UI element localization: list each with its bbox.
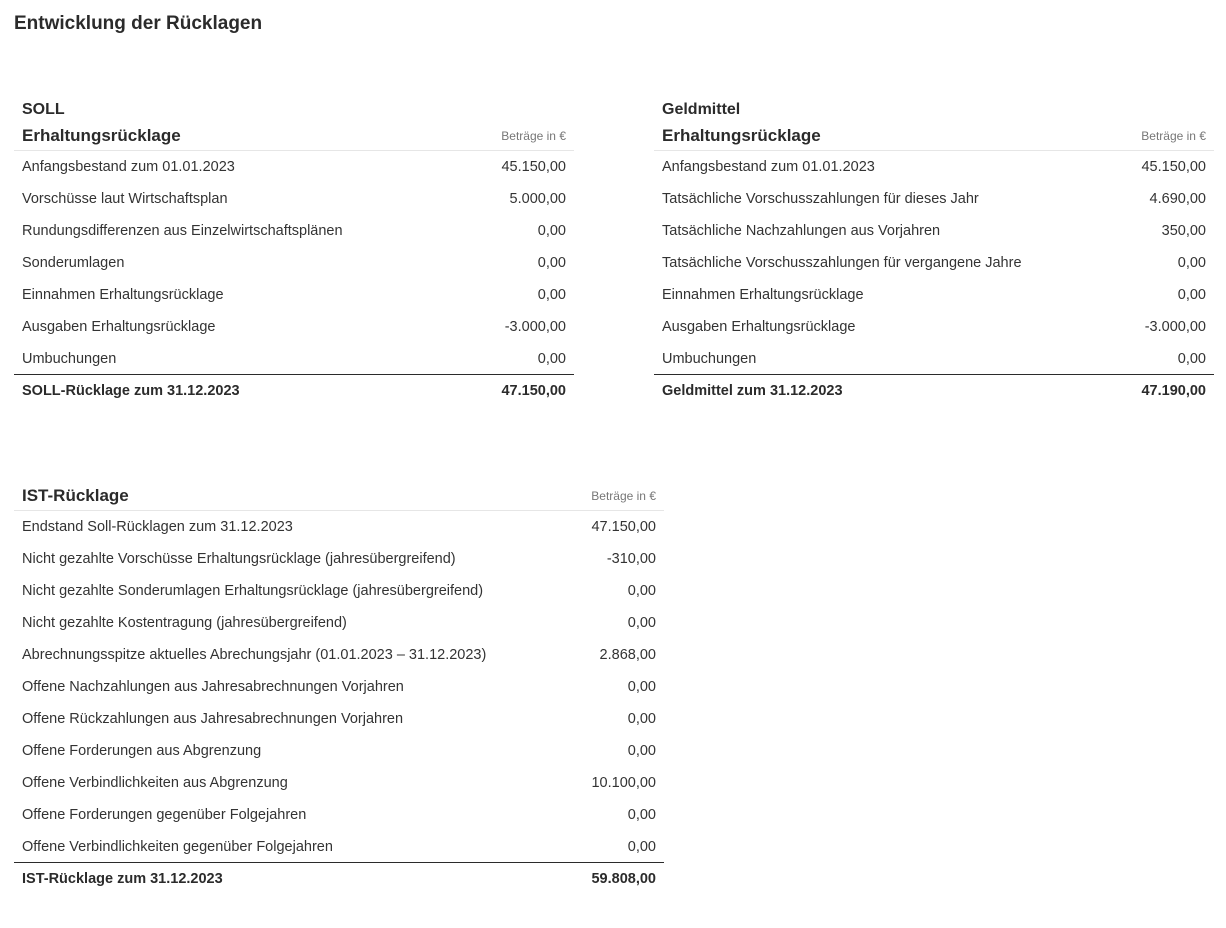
row-value: 5.000,00 bbox=[509, 191, 566, 207]
row-label: Sonderumlagen bbox=[22, 255, 125, 271]
row-label: Nicht gezahlte Kostentragung (jahresübergreifend) bbox=[22, 615, 347, 631]
table-header bbox=[14, 121, 574, 151]
table-title: Erhaltungsrücklage bbox=[22, 126, 181, 145]
table-row bbox=[14, 575, 664, 607]
table-row bbox=[14, 215, 574, 247]
table-row bbox=[14, 735, 664, 767]
row-value: -3.000,00 bbox=[1144, 319, 1206, 335]
ist-panel bbox=[14, 482, 664, 895]
table-rows bbox=[654, 151, 1214, 374]
row-label: Tatsächliche Nachzahlungen aus Vorjahren bbox=[662, 223, 941, 239]
table-row bbox=[654, 343, 1214, 374]
row-label: Abrechnungsspitze aktuelles Abrechungsjahr (01.01.2023 – 31.12.2023) bbox=[22, 647, 487, 663]
table-row bbox=[14, 799, 664, 831]
row-value: 10.100,00 bbox=[591, 775, 656, 791]
table-row bbox=[654, 215, 1214, 247]
row-label: Offene Rückzahlungen aus Jahresabrechnungen Vorjahren bbox=[22, 711, 404, 727]
table-rows bbox=[14, 511, 664, 862]
table-header bbox=[654, 121, 1214, 151]
section-label-geldmittel: Geldmittel bbox=[662, 101, 741, 118]
row-label: Offene Forderungen gegenüber Folgejahren bbox=[22, 807, 307, 823]
row-value: -310,00 bbox=[606, 551, 656, 567]
table-header bbox=[14, 482, 664, 511]
row-label: Offene Verbindlichkeiten aus Abgrenzung bbox=[22, 775, 288, 791]
total-row bbox=[14, 862, 664, 895]
row-label: Umbuchungen bbox=[662, 350, 757, 367]
row-label: Nicht gezahlte Sonderumlagen Erhaltungsrücklage (jahresübergreifend) bbox=[22, 583, 484, 599]
row-label: Rundungsdifferenzen aus Einzelwirtschaftsplänen bbox=[22, 223, 343, 239]
table-row bbox=[654, 311, 1214, 343]
row-value: 0,00 bbox=[627, 807, 656, 823]
table-row bbox=[14, 511, 664, 543]
row-value: 0,00 bbox=[627, 743, 656, 759]
row-value: 4.690,00 bbox=[1149, 191, 1206, 207]
total-row bbox=[654, 374, 1214, 407]
table-rows bbox=[14, 151, 574, 374]
total-label: SOLL-Rücklage zum 31.12.2023 bbox=[22, 383, 240, 399]
total-row bbox=[14, 374, 574, 407]
section-label-soll: SOLL bbox=[22, 101, 65, 118]
total-label: Geldmittel zum 31.12.2023 bbox=[662, 383, 843, 399]
table-row bbox=[14, 831, 664, 862]
row-value: 0,00 bbox=[537, 223, 566, 239]
total-value: 59.808,00 bbox=[591, 871, 656, 887]
row-value: 0,00 bbox=[1177, 255, 1206, 271]
row-label: Offene Forderungen aus Abgrenzung bbox=[22, 743, 262, 759]
row-label: Ausgaben Erhaltungsrücklage bbox=[662, 319, 856, 335]
row-value: -3.000,00 bbox=[504, 319, 566, 335]
currency-note: Beträge in € bbox=[1141, 129, 1206, 143]
row-value: 0,00 bbox=[537, 287, 566, 303]
table-row bbox=[14, 607, 664, 639]
table-title: IST-Rücklage bbox=[22, 486, 129, 505]
row-label: Vorschüsse laut Wirtschaftsplan bbox=[22, 191, 228, 207]
total-value: 47.190,00 bbox=[1141, 383, 1206, 399]
row-label: Nicht gezahlte Vorschüsse Erhaltungsrücklage (jahresübergreifend) bbox=[22, 551, 456, 567]
table-row bbox=[654, 247, 1214, 279]
row-value: 0,00 bbox=[627, 615, 656, 631]
total-value: 47.150,00 bbox=[501, 383, 566, 399]
row-label: Einnahmen Erhaltungsrücklage bbox=[662, 287, 864, 303]
row-value: 45.150,00 bbox=[1141, 159, 1206, 175]
table-row bbox=[14, 639, 664, 671]
table-row bbox=[14, 279, 574, 311]
table-row bbox=[14, 311, 574, 343]
table-title: Erhaltungsrücklage bbox=[662, 126, 821, 145]
row-label: Offene Nachzahlungen aus Jahresabrechnungen Vorjahren bbox=[22, 679, 404, 695]
row-label: Tatsächliche Vorschusszahlungen für dieses Jahr bbox=[662, 191, 979, 207]
row-value: 0,00 bbox=[627, 679, 656, 695]
table-row bbox=[14, 543, 664, 575]
row-label: Umbuchungen bbox=[22, 350, 117, 367]
table-row bbox=[14, 767, 664, 799]
row-value: 0,00 bbox=[537, 255, 566, 271]
row-value: 0,00 bbox=[627, 711, 656, 727]
total-label: IST-Rücklage zum 31.12.2023 bbox=[22, 871, 223, 887]
row-label: Tatsächliche Vorschusszahlungen für vergangene Jahre bbox=[662, 255, 1022, 271]
row-value: 45.150,00 bbox=[501, 159, 566, 175]
table-row bbox=[14, 247, 574, 279]
table-row bbox=[14, 343, 574, 374]
row-label: Ausgaben Erhaltungsrücklage bbox=[22, 319, 216, 335]
row-value: 0,00 bbox=[537, 350, 566, 367]
currency-note: Beträge in € bbox=[501, 129, 566, 143]
table-row bbox=[654, 183, 1214, 215]
table-row bbox=[654, 151, 1214, 183]
row-value: 350,00 bbox=[1161, 223, 1206, 239]
geldmittel-panel bbox=[654, 99, 1214, 407]
table-row bbox=[654, 279, 1214, 311]
table-row bbox=[14, 703, 664, 735]
row-value: 0,00 bbox=[627, 583, 656, 599]
row-label: Anfangsbestand zum 01.01.2023 bbox=[662, 159, 875, 175]
soll-panel bbox=[14, 99, 574, 407]
row-value: 47.150,00 bbox=[591, 519, 656, 535]
row-value: 2.868,00 bbox=[599, 647, 656, 663]
row-label: Einnahmen Erhaltungsrücklage bbox=[22, 287, 224, 303]
row-label: Anfangsbestand zum 01.01.2023 bbox=[22, 159, 235, 175]
table-row bbox=[14, 151, 574, 183]
row-value: 0,00 bbox=[1177, 350, 1206, 367]
currency-note: Beträge in € bbox=[591, 489, 656, 503]
row-label: Offene Verbindlichkeiten gegenüber Folgejahren bbox=[22, 838, 333, 855]
row-label: Endstand Soll-Rücklagen zum 31.12.2023 bbox=[22, 519, 293, 535]
table-row bbox=[14, 671, 664, 703]
page-title: Entwicklung der Rücklagen bbox=[14, 13, 263, 34]
table-row bbox=[14, 183, 574, 215]
row-value: 0,00 bbox=[1177, 287, 1206, 303]
row-value: 0,00 bbox=[627, 838, 656, 855]
